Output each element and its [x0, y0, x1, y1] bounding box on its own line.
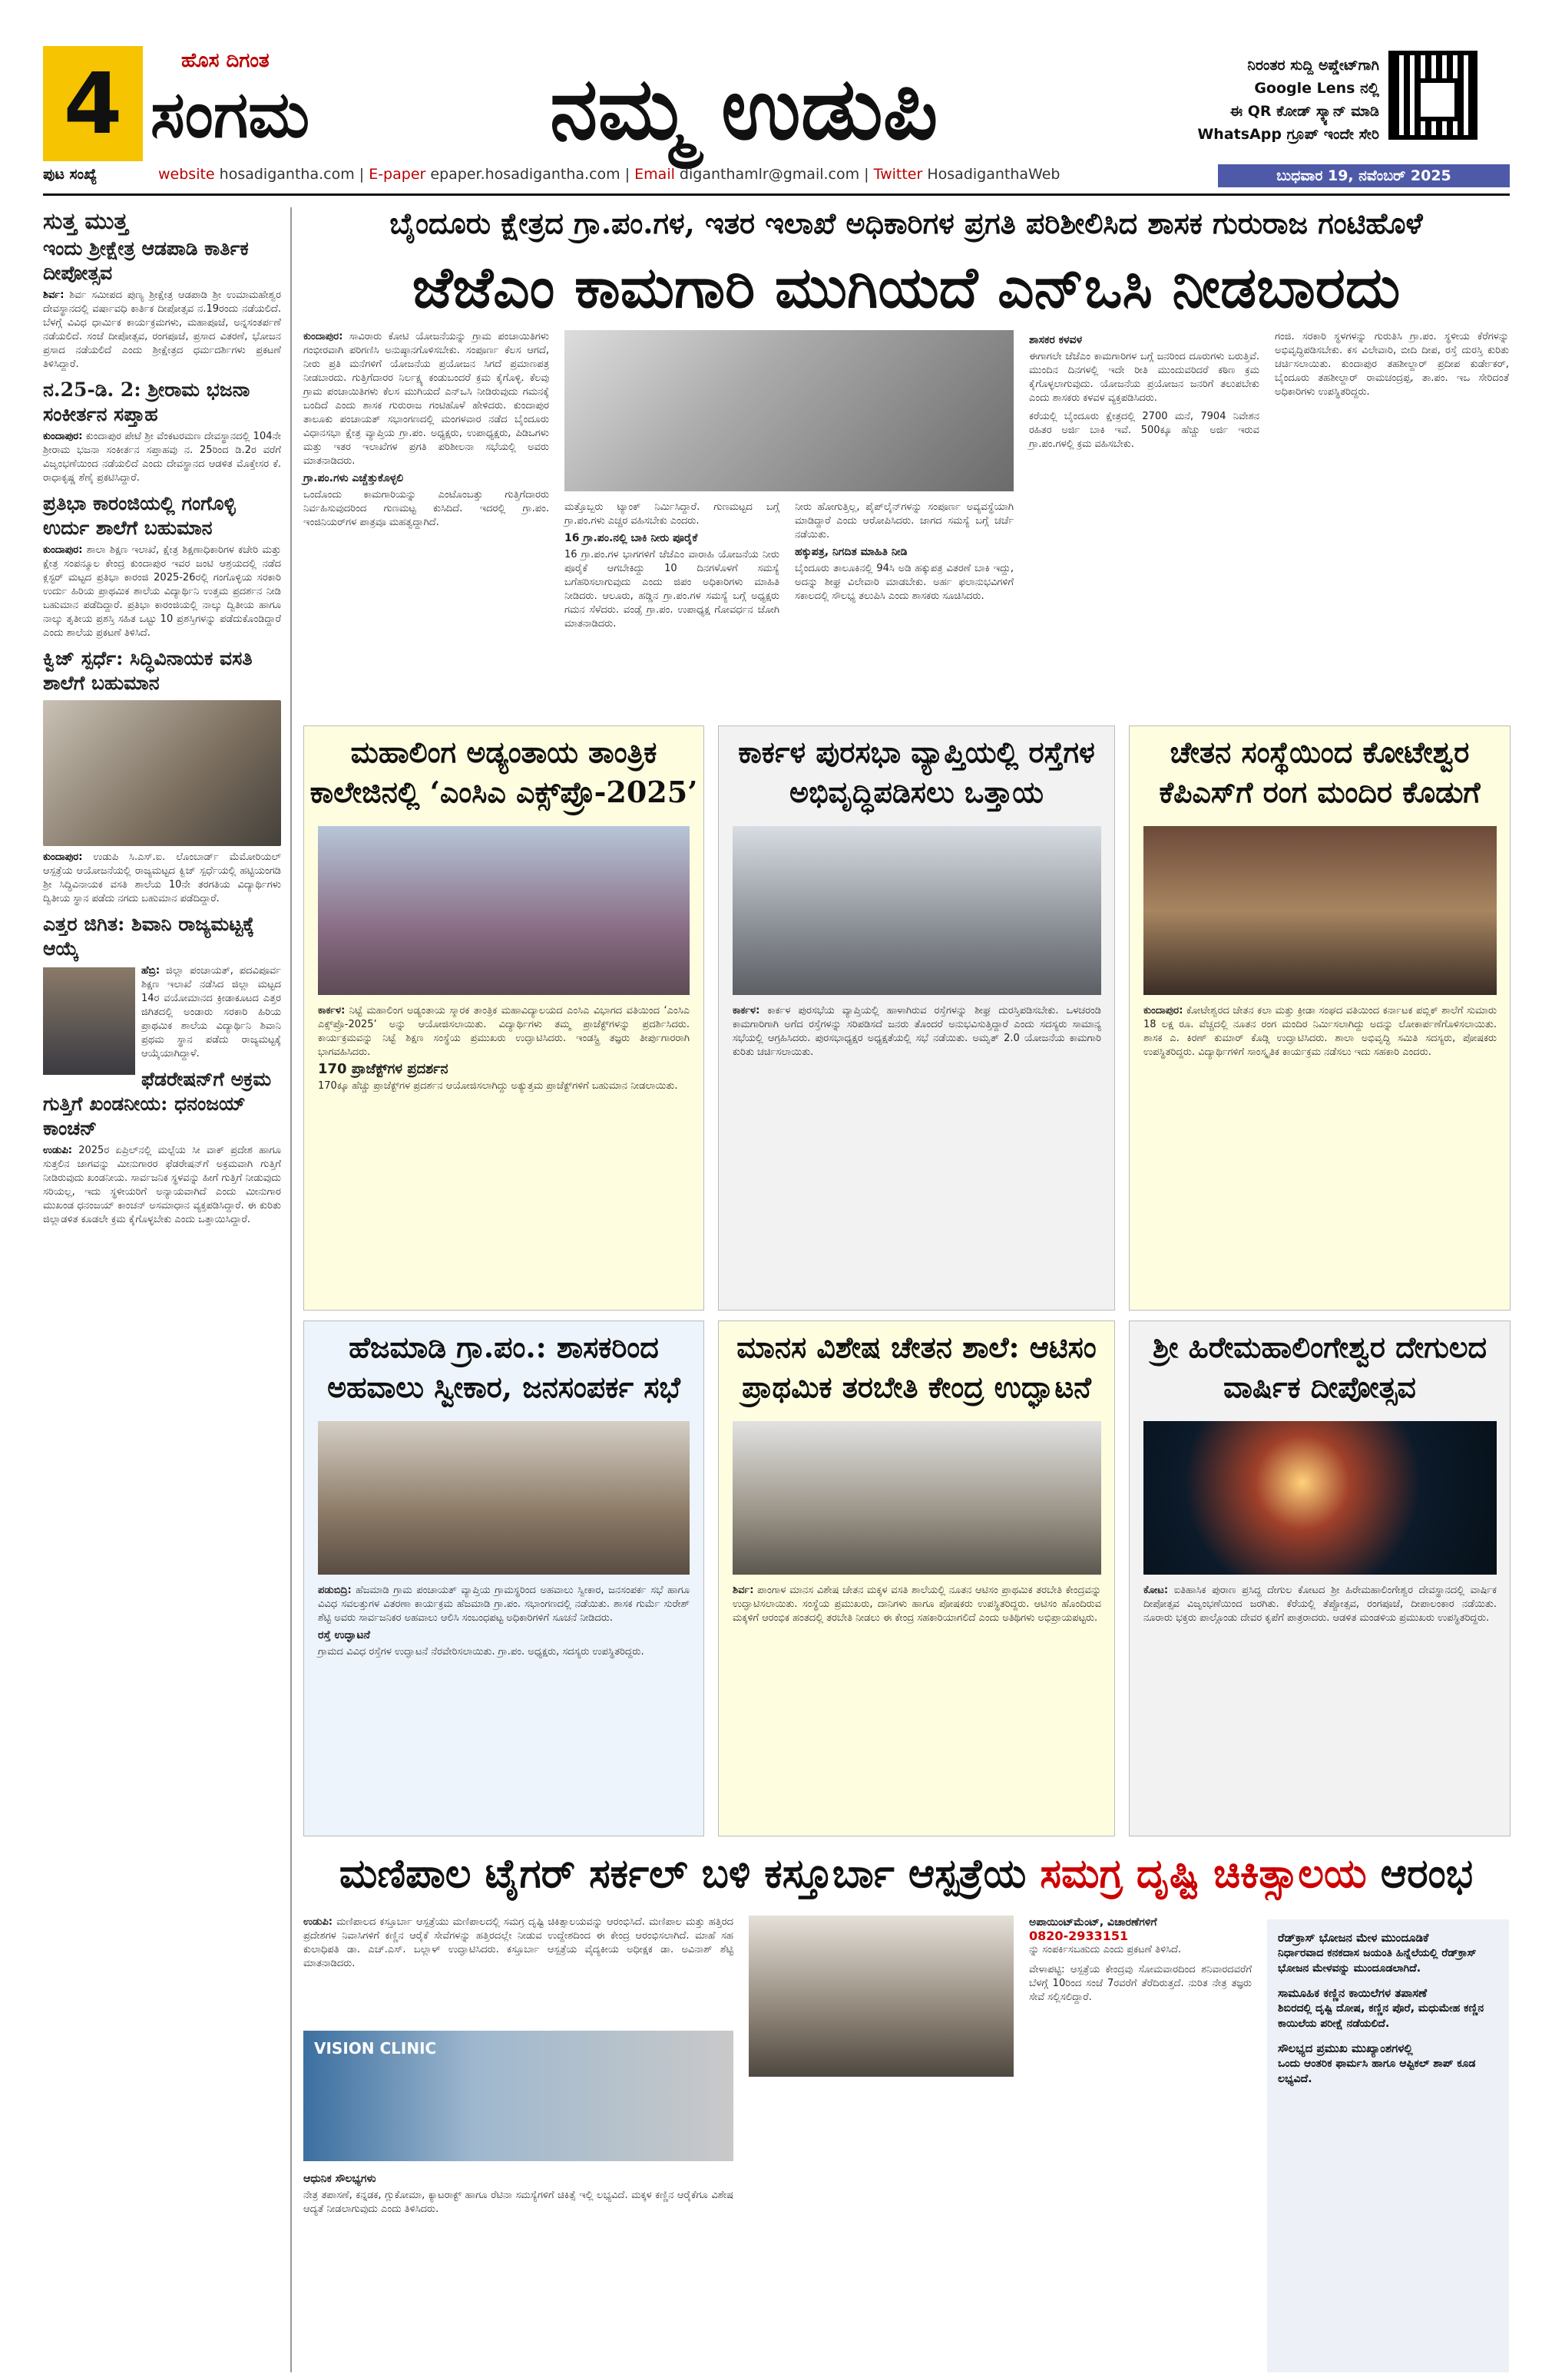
qr-promo	[1133, 54, 1379, 146]
edition-title: ನಮ್ಮ ಉಡುಪಿ	[550, 58, 938, 159]
lead-col-2	[564, 501, 779, 631]
athlete-photo	[43, 967, 135, 1075]
appointment-title: ಅಪಾಯಿಂಟ್‌ಮೆಂಟ್, ವಿಚಾರಣೆಗಳಿಗೆ	[1029, 1916, 1157, 1929]
lead-col-1	[303, 330, 549, 530]
story-body	[1143, 1004, 1497, 1059]
subhead: ರಸ್ತೆ ಉದ್ಘಾಟನೆ	[318, 1629, 370, 1641]
bottom-col-1	[303, 1916, 733, 1971]
left-column-header: ಸುತ್ತ ಮುತ್ತ	[43, 208, 128, 235]
quiz-photo	[43, 700, 281, 846]
lead-text: ಈಗಾಗಲೇ ಜೆಜೆಎಂ ಕಾಮಗಾರಿಗಳ ಬಗ್ಗೆ ಜನರಿಂದ ದೂರುಗಳು ಬರುತ್ತಿವೆ. ಮುಂದಿನ ದಿನಗಳಲ್ಲಿ ಇದೇ ರೀತಿ ಮುಂದುವರಿದರೆ ಕಠಿಣ ಕ್ರಮ ಕೈಗೊಳ್ಳಲಾಗುವುದು. ಯೋಜನೆಯ ಪ್ರಯೋಜನ ಜನರಿಗೆ ತಲುಪಬೇಕು ಎಂದು ಶಾಸಕರು ಕಳವಳ ವ್ಯಕ್ತಪಡಿಸಿದರು.	[1029, 351, 1259, 404]
story-body	[1143, 1584, 1497, 1625]
website-link[interactable]: hosadigantha.com	[219, 166, 355, 183]
story-headline[interactable]: ಮಹಾಲಿಂಗ ಅಡ್ಯಂತಾಯ ತಾಂತ್ರಿಕ ಕಾಲೇಜಿನಲ್ಲಿ ‘ಎಂಸಿಎ ಎಕ್ಸ್‌ಪ್ರೊ-2025’	[309, 735, 698, 809]
story-text: ಐತಿಹಾಸಿಕ ಪುರಾಣ ಪ್ರಸಿದ್ಧ ದೇಗುಲ ಕೋಟದ ಶ್ರೀ ಹಿರೇಮಹಾಲಿಂಗೇಶ್ವರ ದೇವಸ್ಥಾನದಲ್ಲಿ ವಾರ್ಷಿಕ ದೀಪೋತ್ಸವ ವಿಜೃಂಭಣೆಯಿಂದ ಜರಗಿತು. ಕೆರೆಯಲ್ಲಿ ತೆಪ್ಪೋತ್ಸವ, ರಂಗಪೂಜೆ, ದೀಪಾಲಂಕಾರ ನಡೆಯಿತು. ನೂರಾರು ಭಕ್ತರು ಪಾಲ್ಗೊಂಡು ದೇವರ ಕೃಪೆಗೆ ಪಾತ್ರರಾದರು. ಆಡಳಿತ ಮಂಡಳಿಯ ಪ್ರಮುಖರು ಉಪಸ್ಥಿತರಿದ್ದರು.	[1143, 1585, 1497, 1624]
headline-part: ಆರಂಭ	[1366, 1850, 1474, 1897]
appointment-box	[1029, 1916, 1252, 2005]
story-deepotsava	[1129, 1321, 1511, 1836]
story-text: ಹೆಜಮಾಡಿ ಗ್ರಾಮ ಪಂಚಾಯತ್ ವ್ಯಾಪ್ತಿಯ ಗ್ರಾಮಸ್ಥರಿಂದ ಅಹವಾಲು ಸ್ವೀಕಾರ, ಜನಸಂಪರ್ಕ ಸಭೆ ಹಾಗೂ ವಿವಿಧ ಸವಲತ್ತುಗಳ ವಿತರಣಾ ಕಾರ್ಯಕ್ರಮ ಹೆಜಮಾಡಿ ಗ್ರಾ.ಪಂ. ಸಭಾಂಗಣದಲ್ಲಿ ನಡೆಯಿತು. ಶಾಸಕ ಗುರ್ಮೆ ಸುರೇಶ್ ಶೆಟ್ಟಿ ಅವರು ಸಾರ್ವಜನಿಕರ ಅಹವಾಲು ಆಲಿಸಿ ಸಂಬಂಧಪಟ್ಟ ಅಧಿಕಾರಿಗಳಿಗೆ ಸೂಚನೆ ನೀಡಿದರು.	[318, 1585, 690, 1624]
story-headline[interactable]: ಕಾರ್ಕಳ ಪುರಸಭಾ ವ್ಯಾಪ್ತಿಯಲ್ಲಿ ರಸ್ತೆಗಳ ಅಭಿವೃದ್ಧಿಪಡಿಸಲು ಒತ್ತಾಯ	[738, 735, 1095, 809]
lead-text: ಗಂಜಿ. ಸರಕಾರಿ ಸ್ಥಳಗಳನ್ನು ಗುರುತಿಸಿ ಗ್ರಾ.ಪಂ. ಸ್ಥಳೀಯ ಕೆರೆಗಳನ್ನು ಅಭಿವೃದ್ಧಿಪಡಿಸಬೇಕು. ಕಸ ವಿಲೇವಾರಿ, ಬೀದಿ ದೀಪ, ರಸ್ತೆ ದುರಸ್ತಿ ಕುರಿತು ಚರ್ಚಿಸಲಾಯಿತು. ಕುಂದಾಪುರ ತಹಶೀಲ್ದಾರ್ ಪ್ರದೀಪ ಕುರ್ಡೇಕರ್, ಬೈಂದೂರು ತಹಶೀಲ್ದಾರ್ ರಾಮಚಂದ್ರಪ್ಪ, ತಾ.ಪಂ. ಇಒ ಸೇರಿದಂತೆ ಅಧಿಕಾರಿಗಳು ಉಪಸ್ಥಿತರಿದ್ದರು.	[1275, 331, 1509, 398]
epaper-label: E-paper	[369, 166, 426, 183]
dateline: ಕುಂದಾಪುರ:	[303, 331, 343, 342]
story-body	[733, 1584, 1101, 1625]
story-stage-donation	[1129, 726, 1511, 1311]
story-text: ವೇಳಾಪಟ್ಟಿ: ಆಸ್ಪತ್ರೆಯ ಕೇಂದ್ರವು ಸೋಮವಾರದಿಂದ ಶನಿವಾರದವರೆಗೆ ಬೆಳಗ್ಗೆ 10ರಿಂದ ಸಂಜೆ 7ರವರೆಗೆ ತೆರೆದಿರುತ್ತದೆ. ನುರಿತ ನೇತ್ರ ತಜ್ಞರು ಸೇವೆ ಸಲ್ಲಿಸಲಿದ್ದಾರೆ.	[1029, 1964, 1252, 2003]
brief-box-title: ಸಾಮೂಹಿಕ ಕಣ್ಣಿನ ಕಾಯಿಲೆಗಳ ತಪಾಸಣೆ	[1278, 1986, 1428, 2000]
brief-item	[43, 646, 281, 906]
section-name: ಸಂಗಮ	[151, 76, 310, 152]
brief-title: ಇಂದು ಶ್ರೀಕ್ಷೇತ್ರ ಆಡಪಾಡಿ ಕಾರ್ತಿಕ ದೀಪೋತ್ಸವ	[43, 237, 249, 284]
dateline: ಶಿರ್ವ:	[733, 1585, 754, 1596]
brief-box-text: ಒಂದು ಆಂತರಿಕ ಫಾರ್ಮಸಿ ಹಾಗೂ ಆಪ್ಟಿಕಲ್ ಶಾಪ್ ಕೂಡ ಲಭ್ಯವಿದೆ.	[1278, 2058, 1476, 2085]
mca-expo-photo	[318, 826, 690, 995]
story-mca-expo	[303, 726, 704, 1311]
story-body	[318, 1584, 690, 1659]
story-text: ಕೋಟೇಶ್ವರದ ಚೇತನ ಕಲಾ ಮತ್ತು ಕ್ರೀಡಾ ಸಂಘದ ವತಿಯಿಂದ ಕರ್ನಾಟಕ ಪಬ್ಲಿಕ್ ಶಾಲೆಗೆ ಸುಮಾರು 18 ಲಕ್ಷ ರೂ. ವೆಚ್ಚದಲ್ಲಿ ನೂತನ ರಂಗ ಮಂದಿರ ನಿರ್ಮಿಸಲಾಗಿದ್ದು ಅದನ್ನು ಲೋಕಾರ್ಪಣೆಗೊಳಿಸಲಾಯಿತು. ಶಾಸಕ ಎ. ಕಿರಣ್ ಕುಮಾರ್ ಕೊಡ್ಗಿ ಉದ್ಘಾಟಿಸಿದರು. ಶಾಲಾ ಅಭಿವೃದ್ಧಿ ಸಮಿತಿ ಸದಸ್ಯರು, ಪೋಷಕರು ಉಪಸ್ಥಿತರಿದ್ದರು. ವಿದ್ಯಾರ್ಥಿಗಳಿಗೆ ಸಾಂಸ್ಕೃತಿಕ ಕಾರ್ಯಕ್ರಮ ನಡೆಸಲು ಇದು ಸಹಕಾರಿ ಎಂದರು.	[1143, 1005, 1497, 1058]
inauguration-photo	[749, 1916, 1014, 2077]
story-body	[733, 1004, 1101, 1059]
dateline: ಶಿರ್ವ:	[43, 289, 65, 301]
column-separator	[290, 207, 292, 2372]
lead-story	[303, 330, 1509, 718]
appointment-note: ನ್ನು ಸಂಪರ್ಕಿಸಬಹುದು ಎಂದು ಪ್ರಕಟಣೆ ತಿಳಿಸಿದೆ.	[1029, 1944, 1182, 1955]
brief-item	[43, 491, 281, 640]
deepotsava-photo	[1143, 1421, 1497, 1575]
story-text: ನಿಟ್ಟೆ ಮಹಾಲಿಂಗ ಅಡ್ಯಂತಾಯ ಸ್ಮಾರಕ ತಾಂತ್ರಿಕ ಮಹಾವಿದ್ಯಾಲಯದ ಎಂಸಿಎ ವಿಭಾಗದ ವತಿಯಿಂದ ‘ಎಂಸಿಎ ಎಕ್ಸ್‌ಪ್ರೊ-2025’ ಅನ್ನು ಆಯೋಜಿಸಲಾಯಿತು. ವಿದ್ಯಾರ್ಥಿಗಳು ತಮ್ಮ ಪ್ರಾಜೆಕ್ಟ್‌ಗಳನ್ನು ಪ್ರದರ್ಶಿಸಿದರು. ಕಾರ್ಯಕ್ರಮವನ್ನು ನಿಟ್ಟೆ ಶಿಕ್ಷಣ ಸಂಸ್ಥೆಯ ಪ್ರಮುಖರು ಉದ್ಘಾಟಿಸಿದರು. ಇಂಡಸ್ಟ್ರಿ ತಜ್ಞರು ತೀರ್ಪುಗಾರರಾಗಿ ಭಾಗವಹಿಸಿದರು.	[318, 1005, 690, 1058]
qr-promo-line: WhatsApp ಗ್ರೂಪ್ ಇಂದೇ ಸೇರಿ	[1197, 126, 1379, 143]
twitter-label: Twitter	[873, 166, 923, 183]
masthead	[43, 46, 1510, 161]
stage-photo	[1143, 826, 1497, 995]
brief-item	[43, 236, 281, 372]
story-text: 170ಕ್ಕೂ ಹೆಚ್ಚು ಪ್ರಾಜೆಕ್ಟ್‌ಗಳ ಪ್ರದರ್ಶನ ಆಯೋಜಿಸಲಾಗಿದ್ದು ಅತ್ಯುತ್ತಮ ಪ್ರಾಜೆಕ್ಟ್‌ಗಳಿಗೆ ಬಹುಮಾನ ನೀಡಲಾಯಿತು.	[318, 1080, 678, 1092]
issue-date: ಬುಧವಾರ 19, ನವೆಂಬರ್ 2025	[1218, 164, 1510, 187]
brief-box	[1278, 2041, 1498, 2087]
paper-logo[interactable]	[151, 46, 342, 161]
brief-title: ಎತ್ತರ ಜಿಗಿತ: ಶಿವಾನಿ ರಾಜ್ಯಮಟ್ಟಕ್ಕೆ ಆಯ್ಕೆ	[43, 913, 255, 960]
page-label: ಪುಟ ಸಂಖ್ಯೆ	[43, 166, 98, 183]
lead-text: ಬೈಂದೂರು ತಾಲೂಕಿನಲ್ಲಿ 94ಸಿ ಅಡಿ ಹಕ್ಕುಪತ್ರ ವಿತರಣೆ ಬಾಕಿ ಇದ್ದು, ಅದನ್ನು ಶೀಘ್ರ ವಿಲೇವಾರಿ ಮಾಡಬೇಕು. ಅರ್ಹ ಫಲಾನುಭವಿಗಳಿಗೆ ಸಕಾಲದಲ್ಲಿ ಸೌಲಭ್ಯ ತಲುಪಿಸಿ ಎಂದು ಶಾಸಕರು ಸೂಚಿಸಿದರು.	[795, 563, 1014, 602]
qr-code-icon[interactable]	[1388, 51, 1477, 140]
left-column	[43, 208, 281, 2372]
story-headline[interactable]: ಚೇತನ ಸಂಸ್ಥೆಯಿಂದ ಕೋಟೇಶ್ವರ ಕೆಪಿಎಸ್‌ಗೆ ರಂಗ ಮಂದಿರ ಕೊಡುಗೆ	[1159, 735, 1481, 809]
dateline: ಪಡುಬಿದ್ರಿ:	[318, 1585, 352, 1596]
council-photo	[733, 826, 1101, 995]
story-body	[318, 1004, 690, 1093]
story-hejamadi	[303, 1321, 704, 1836]
meeting-photo	[564, 330, 1014, 491]
brief-item	[43, 912, 281, 1061]
dateline: ಕುಂದಾಪುರ:	[1143, 1005, 1183, 1016]
brief-item	[43, 378, 281, 485]
brief-body: ಕುಂದಾಪುರ ಪೇಟೆ ಶ್ರೀ ವೆಂಕಟರಮಣ ದೇವಸ್ಥಾನದಲ್ಲಿ 104ನೇ ಶ್ರೀರಾಮ ಭಜನಾ ಸಂಕೀರ್ತನ ಸಪ್ತಾಹವು ನ. 25ರಿಂದ ಡಿ.2ರ ವರೆಗೆ ವಿಜೃಂಭಣೆಯಿಂದ ನಡೆಯಲಿದೆ ಎಂದು ದೇವಸ್ಥಾನದ ಆಡಳಿತ ಮೊಕ್ತೇಸರ ಕೆ. ರಾಧಾಕೃಷ್ಣ ಶೆಣೈ ಪ್ರಕಟಿಸಿದ್ದಾರೆ.	[43, 431, 281, 484]
lead-col-3	[795, 501, 1014, 603]
qr-center	[1416, 78, 1459, 121]
brand-name: ಹೊಸ ದಿಗಂತ	[181, 49, 270, 72]
brief-item	[43, 1067, 281, 1227]
subhead: ಗ್ರಾ.ಪಂ.ಗಳು ಎಚ್ಚೆತ್ತುಕೊಳ್ಳಲಿ	[303, 472, 404, 484]
brief-text	[43, 1144, 281, 1227]
dateline: ಉಡುಪಿ:	[303, 1916, 333, 1928]
lead-text: ಸಾವಿರಾರು ಕೋಟಿ ಯೋಜನೆಯನ್ನು ಗ್ರಾಮ ಪಂಚಾಯಿತಿಗಳು ಗಂಭೀರವಾಗಿ ಪರಿಗಣಿಸಿ ಅನುಷ್ಠಾನಗೊಳಿಸಬೇಕು. ಸಂಪೂರ್ಣ ಕೆಲಸ ಆಗದೆ, ನೀರು ಪ್ರತಿ ಮನೆಗಳಿಗೆ ಯೋಜನೆಯ ಪ್ರಯೋಜನ ಸಿಗದೆ ಪ್ರಮಾಣಪತ್ರ ನೀಡಬಾರದು. ಗುತ್ತಿಗೆದಾರರ ನಿರ್ಲಕ್ಷ್ಯ ಕಂಡುಬಂದರೆ ಕ್ರಮ ಕೈಗೊಳ್ಳಿ. ಕೆಲವು ಗ್ರಾಮ ಪಂಚಾಯಿತಿಗಳು ಕೆಲಸ ಮುಗಿಯದೆ ಎನ್‌ಒಸಿ ನೀಡಿರುವುದು ಗಮನಕ್ಕೆ ಬಂದಿದೆ ಎಂದು ಶಾಸಕ ಗುರುರಾಜ ಗಂಟಿಹೊಳೆ ಹೇಳಿದರು. ಕುಂದಾಪುರ ತಾಲೂಕು ಪಂಚಾಯತ್ ಸಭಾಂಗಣದಲ್ಲಿ ಮಂಗಳವಾರ ನಡೆದ ಬೈಂದೂರು ವಿಧಾನಸಭಾ ಕ್ಷೇತ್ರ ವ್ಯಾಪ್ತಿಯ ಗ್ರಾ.ಪಂ. ಅಧ್ಯಕ್ಷರು, ಉಪಾಧ್ಯಕ್ಷರು, ಪಿಡಿಒಗಳು ಮತ್ತು ಇತರ ಇಲಾಖೆಗಳ ಪ್ರಗತಿ ಪರಿಶೀಲನಾ ಸಭೆಯಲ್ಲಿ ಅವರು ಮಾತನಾಡಿದರು.	[303, 331, 549, 467]
lead-text: ಕರೆಯಲ್ಲಿ ಬೈಂದೂರು ಕ್ಷೇತ್ರದಲ್ಲಿ 2700 ಮನೆ, 7904 ನಿವೇಶನ ರಹಿತರ ಅರ್ಜಿ ಬಾಕಿ ಇವೆ. 500ಕ್ಕೂ ಹೆಚ್ಚು ಅರ್ಜಿ ಇರುವ ಗ್ರಾ.ಪಂ.ಗಳಲ್ಲಿ ಕ್ರಮ ವಹಿಸಬೇಕು.	[1029, 411, 1259, 450]
dateline: ಹೆಬ್ರಿ:	[141, 965, 160, 977]
dateline: ಕಾರ್ಕಳ:	[318, 1005, 346, 1016]
dateline: ಕಾರ್ಕಳ:	[733, 1005, 760, 1016]
lead-text: 16 ಗ್ರಾ.ಪಂ.ಗಳ ಭಾಗಗಳಿಗೆ ಜೆಜೆಎಂ ವಾರಾಹಿ ಯೋಜನೆಯ ನೀರು ಪೂರೈಕೆ ಆಗಬೇಕಿದ್ದು 10 ದಿನಗಳೊಳಗೆ ಸಮಸ್ಯೆ ಬಗೆಹರಿಸಲಾಗುವುದು ಎಂದು ಜಿಪಂ ಅಧಿಕಾರಿಗಳು ಮಾಹಿತಿ ನೀಡಿದರು. ಆಲೂರು, ಹಡ್ಡಿನ ಗ್ರಾ.ಪಂ.ಗಳ ಸಮಸ್ಯೆ ಬಗ್ಗೆ ಅಧ್ಯಕ್ಷರು ಗಮನ ಸೆಳೆದರು. ವಂಡ್ಸೆ ಗ್ರಾ.ಪಂ. ಉಪಾಧ್ಯಕ್ಷ ಗೋವರ್ಧನ ಜೋಗಿ ಮಾತನಾಡಿದರು.	[564, 549, 779, 630]
appointment-phone[interactable]: 0820-2933151	[1029, 1929, 1129, 1943]
email-label: Email	[634, 166, 675, 183]
vision-clinic-photo	[303, 2031, 733, 2161]
bottom-col-1b	[303, 2169, 733, 2216]
briefs-panel	[1267, 1919, 1509, 2372]
dateline: ಕುಂದಾಪುರ:	[43, 431, 83, 442]
brief-body: ಉಡುಪಿ ಸಿ.ಎಸ್.ಐ. ಲೊಂಬಾರ್ಡ್ ಮೆಮೋರಿಯಲ್ ಆಸ್ಪತ್ರೆಯ ಆಯೋಜನೆಯಲ್ಲಿ ರಾಜ್ಯಮಟ್ಟದ ಕ್ವಿಜ್ ಸ್ಪರ್ಧೆಯಲ್ಲಿ ಹಟ್ಟಿಯಂಗಡಿ ಶ್ರೀ ಸಿದ್ಧಿವಿನಾಯಕ ವಸತಿ ಶಾಲೆಯ 10ನೇ ತರಗತಿಯ ವಿದ್ಯಾರ್ಥಿಗಳು ದ್ವಿತೀಯ ಸ್ಥಾನ ಪಡೆದು ನಗದು ಬಹುಮಾನ ಪಡೆದಿದ್ದಾರೆ.	[43, 851, 281, 904]
hejamadi-photo	[318, 1421, 690, 1575]
bottom-headline[interactable]	[303, 1850, 1509, 1898]
story-headline[interactable]: ಮಾನಸ ವಿಶೇಷ ಚೇತನ ಶಾಲೆ: ಆಟಿಸಂ ಪ್ರಾಥಮಿಕ ತರಬೇತಿ ಕೇಂದ್ರ ಉದ್ಘಾಟನೆ	[736, 1330, 1097, 1404]
lead-col-4	[1029, 330, 1259, 451]
brief-box-title: ರೆಡ್‌ಕ್ರಾಸ್ ಭೋಜನ ಮೇಳ ಮುಂದೂಡಿಕೆ	[1278, 1931, 1429, 1945]
brief-title: ಫೆಡರೇಷನ್‌ಗೆ ಅಕ್ರಮ ಗುತ್ತಿಗೆ ಖಂಡನೀಯ: ಧನಂಜಯ್ ಕಾಂಚನ್	[43, 1068, 272, 1139]
brief-text	[43, 289, 281, 372]
brief-box-title: ಸೌಲಭ್ಯದ ಪ್ರಮುಖ ಮುಖ್ಯಾಂಶಗಳಲ್ಲಿ	[1278, 2041, 1413, 2055]
headline-part: ಮಣಿಪಾಲ ಟೈಗರ್ ಸರ್ಕಲ್ ಬಳಿ ಕಸ್ತೂರ್ಬಾ ಆಸ್ಪತ್ರೆಯ	[339, 1850, 1041, 1897]
qr-promo-line: ಈ QR ಕೋಡ್ ಸ್ಕ್ಯಾನ್ ಮಾಡಿ	[1229, 103, 1379, 120]
brief-title: ಕ್ವಿಜ್ ಸ್ಪರ್ಧೆ: ಸಿದ್ಧಿವಿನಾಯಕ ವಸತಿ ಶಾಲೆಗೆ ಬಹುಮಾನ	[43, 647, 253, 694]
story-headline[interactable]: ಹೆಜಮಾಡಿ ಗ್ರಾ.ಪಂ.: ಶಾಸಕರಿಂದ ಅಹವಾಲು ಸ್ವೀಕಾರ, ಜನಸಂಪರ್ಕ ಸಭೆ	[327, 1330, 680, 1404]
story-text: ನೇತ್ರ ತಪಾಸಣೆ, ಕನ್ನಡಕ, ಗ್ಲುಕೋಮಾ, ಕ್ಯಾಟರಾಕ್ಟ್ ಹಾಗೂ ರೆಟಿನಾ ಸಮಸ್ಯೆಗಳಿಗೆ ಚಿಕಿತ್ಸೆ ಇಲ್ಲಿ ಲಭ್ಯವಿದೆ. ಮಕ್ಕಳ ಕಣ್ಣಿನ ಆರೈಕೆಗೂ ವಿಶೇಷ ಆದ್ಯತೆ ನೀಡಲಾಗುವುದು ಎಂದು ತಿಳಿಸಿದರು.	[303, 2190, 733, 2215]
story-text: ಮಣಿಪಾಲದ ಕಸ್ತೂರ್ಬಾ ಆಸ್ಪತ್ರೆಯು ಮಣಿಪಾಲದಲ್ಲಿ ಸಮಗ್ರ ದೃಷ್ಟಿ ಚಿಕಿತ್ಸಾಲಯವನ್ನು ಆರಂಭಿಸಿದೆ. ಮಣಿಪಾಲ ಮತ್ತು ಹತ್ತಿರದ ಪ್ರದೇಶಗಳ ನಿವಾಸಿಗಳಿಗೆ ಕಣ್ಣಿನ ಆರೈಕೆ ಸೇವೆಗಳನ್ನು ಹತ್ತಿರದಲ್ಲೇ ನೀಡುವ ಉದ್ದೇಶದಿಂದ ಈ ಕೇಂದ್ರ ಆರಂಭಿಸಲಾಗಿದೆ. ಮಾಹೆ ಸಹ ಕುಲಾಧಿಪತಿ ಡಾ. ಎಚ್.ಎಸ್. ಬಲ್ಲಾಳ್ ಉದ್ಘಾಟಿಸಿದರು. ಕಸ್ತೂರ್ಬಾ ಆಸ್ಪತ್ರೆಯ ವೈದ್ಯಕೀಯ ಅಧೀಕ್ಷಕ ಡಾ. ಅವಿನಾಶ್ ಶೆಟ್ಟಿ ಮಾತನಾಡಿದರು.	[303, 1916, 733, 1969]
email-link[interactable]: diganthamlr@gmail.com	[679, 166, 860, 183]
qr-promo-line: ನಿರಂತರ ಸುದ್ದಿ ಅಪ್ಡೇಟ್‌ಗಾಗಿ	[1247, 57, 1379, 74]
brief-text	[43, 430, 281, 485]
brief-title: ಪ್ರತಿಭಾ ಕಾರಂಜಿಯಲ್ಲಿ ಗಂಗೊಳ್ಳಿ ಉರ್ದು ಶಾಲೆಗೆ ಬಹುಮಾನ	[43, 492, 236, 539]
story-text: ಪಾಂಗಾಳ ಮಾನಸ ವಿಶೇಷ ಚೇತನ ಮಕ್ಕಳ ವಸತಿ ಶಾಲೆಯಲ್ಲಿ ನೂತನ ಆಟಿಸಂ ಪ್ರಾಥಮಿಕ ತರಬೇತಿ ಕೇಂದ್ರವನ್ನು ಉದ್ಘಾಟಿಸಲಾಯಿತು. ಸಂಸ್ಥೆಯ ಪ್ರಮುಖರು, ದಾನಿಗಳು ಹಾಗೂ ಪೋಷಕರು ಉಪಸ್ಥಿತರಿದ್ದರು. ಆಟಿಸಂ ಹೊಂದಿರುವ ಮಕ್ಕಳಿಗೆ ಆರಂಭಿಕ ಹಂತದಲ್ಲಿ ತರಬೇತಿ ನೀಡಲು ಈ ಕೇಂದ್ರ ಸಹಕಾರಿಯಾಗಲಿದೆ ಎಂದು ಅತಿಥಿಗಳು ಅಭಿಪ್ರಾಯಪಟ್ಟರು.	[733, 1585, 1101, 1624]
photo-caption: VISION CLINIC	[314, 2039, 437, 2058]
website-label: website	[158, 166, 215, 183]
dateline: ಕೋಟ:	[1143, 1585, 1169, 1596]
brief-text	[43, 544, 281, 640]
bottom-story	[303, 1916, 1252, 2368]
info-bar	[43, 164, 1510, 187]
lead-headline[interactable]: ಜೆಜೆಎಂ ಕಾಮಗಾರಿ ಮುಗಿಯದೆ ಎನ್‌ಒಸಿ ನೀಡಬಾರದು	[412, 255, 1401, 321]
dateline: ಕುಂದಾಪುರ:	[43, 851, 83, 863]
brief-body: ಶಿರ್ವ ಸಮೀಪದ ಪುಣ್ಯ ಶ್ರೀಕ್ಷೇತ್ರ ಆಡಪಾಡಿ ಶ್ರೀ ಉಮಾಮಹೇಶ್ವರ ದೇವಸ್ಥಾನದಲ್ಲಿ ವರ್ಷಾವಧಿ ಕಾರ್ತಿಕ ದೀಪೋತ್ಸವ ನ.19ರಂದು ನಡೆಯಲಿದೆ. ಬೆಳಗ್ಗೆ ವಿವಿಧ ಧಾರ್ಮಿಕ ಕಾರ್ಯಕ್ರಮಗಳು, ಮಹಾಪೂಜೆ, ಅನ್ನಸಂತರ್ಪಣೆ ನಡೆಯಲಿದೆ. ಸಂಜೆ ದೀಪೋತ್ಸವ, ರಂಗಪೂಜೆ, ಪ್ರಸಾದ ವಿತರಣೆ, ಭೋಜನ ಪ್ರಸಾದ ನಡೆಯಲಿದೆ ಎಂದು ಶ್ರೀಕ್ಷೇತ್ರದ ಧರ್ಮದರ್ಶಿಗಳು ಪ್ರಕಟಣೆ ತಿಳಿಸಿದ್ದಾರೆ.	[43, 289, 281, 370]
brief-body: 2025ರ ಏಪ್ರಿಲ್‌ನಲ್ಲಿ ಮಲ್ಪೆಯ ಸೀ ವಾಕ್ ಪ್ರದೇಶ ಹಾಗೂ ಸುತ್ತಲಿನ ಜಾಗವನ್ನು ಮೀನುಗಾರರ ಫೆಡರೇಷನ್‌ಗೆ ಅಕ್ರಮವಾಗಿ ಗುತ್ತಿಗೆ ನೀಡಿರುವುದು ಖಂಡನೀಯ. ಸಾರ್ವಜನಿಕ ಸ್ಥಳವನ್ನು ಹೀಗೆ ಗುತ್ತಿಗೆ ನೀಡುವುದು ಸರಿಯಲ್ಲ, ಇದು ಸ್ಥಳೀಯರಿಗೆ ಅನ್ಯಾಯವಾಗಿದೆ ಎಂದು ಮೀನುಗಾರ ಮುಖಂಡ ಧನಂಜಯ್ ಕಾಂಚನ್ ಅಸಮಾಧಾನ ವ್ಯಕ್ತಪಡಿಸಿದ್ದಾರೆ. ಈ ಕುರಿತು ಜಿಲ್ಲಾಡಳಿತ ಕೂಡಲೇ ಕ್ರಮ ಕೈಗೊಳ್ಳಬೇಕು ಎಂದು ಒತ್ತಾಯಿಸಿದ್ದಾರೆ.	[43, 1145, 281, 1225]
autism-centre-photo	[733, 1421, 1101, 1575]
qr-promo-line: Google Lens ನಲ್ಲಿ	[1254, 80, 1379, 97]
subhead: 170 ಪ್ರಾಜೆಕ್ಟ್‌ಗಳ ಪ್ರದರ್ಶನ	[318, 1061, 448, 1077]
lead-text: ಮತ್ತೊಬ್ಬರು ಟ್ಯಾಂಕ್ ನಿರ್ಮಿಸಿದ್ದಾರೆ. ಗುಣಮಟ್ಟದ ಬಗ್ಗೆ ಗ್ರಾ.ಪಂ.ಗಳು ಎಚ್ಚರ ವಹಿಸಬೇಕು ಎಂದರು.	[564, 501, 779, 527]
story-text: ಗ್ರಾಮದ ವಿವಿಧ ರಸ್ತೆಗಳ ಉದ್ಘಾಟನೆ ನೆರವೇರಿಸಲಾಯಿತು. ಗ್ರಾ.ಪಂ. ಅಧ್ಯಕ್ಷರು, ಸದಸ್ಯರು ಉಪಸ್ಥಿತರಿದ್ದರು.	[318, 1646, 644, 1658]
lead-col-5	[1275, 330, 1509, 399]
brief-box-text: ಶಿಬಿರದಲ್ಲಿ ದೃಷ್ಟಿ ದೋಷ, ಕಣ್ಣಿನ ಪೊರೆ, ಮಧುಮೇಹ ಕಣ್ಣಿನ ಕಾಯಿಲೆಯ ಪರೀಕ್ಷೆ ನಡೆಯಲಿದೆ.	[1278, 2002, 1484, 2030]
dateline: ಉಡುಪಿ:	[43, 1145, 72, 1156]
twitter-link[interactable]: HosadiganthaWeb	[927, 166, 1061, 183]
story-karkala-roads	[718, 726, 1115, 1311]
headline-highlight: ಸಮಗ್ರ ದೃಷ್ಟಿ ಚಿಕಿತ್ಸಾಲಯ	[1040, 1850, 1367, 1897]
subhead: ಆಧುನಿಕ ಸೌಲಭ್ಯಗಳು	[303, 2173, 376, 2185]
header-rule	[43, 193, 1510, 196]
page-number: 4	[43, 46, 143, 161]
lead-kicker: ಬೈಂದೂರು ಕ್ಷೇತ್ರದ ಗ್ರಾ.ಪಂ.ಗಳ, ಇತರ ಇಲಾಖೆ ಅಧಿಕಾರಿಗಳ ಪ್ರಗತಿ ಪರಿಶೀಲಿಸಿದ ಶಾಸಕ ಗುರುರಾಜ ಗಂಟಿಹೊಳೆ	[389, 206, 1423, 240]
brief-box	[1278, 1930, 1498, 1976]
brief-text	[43, 964, 281, 1061]
dateline: ಕುಂದಾಪುರ:	[43, 544, 83, 556]
brief-text	[43, 851, 281, 906]
story-text: ಕಾರ್ಕಳ ಪುರಸಭೆಯ ವ್ಯಾಪ್ತಿಯಲ್ಲಿ ಹಾಳಾಗಿರುವ ರಸ್ತೆಗಳನ್ನು ಶೀಘ್ರ ದುರಸ್ತಿಪಡಿಸಬೇಕು. ಒಳಚರಂಡಿ ಕಾಮಗಾರಿಗಾಗಿ ಅಗೆದ ರಸ್ತೆಗಳನ್ನು ಸರಿಪಡಿಸದೆ ಜನರು ತೊಂದರೆ ಅನುಭವಿಸುತ್ತಿದ್ದಾರೆ ಎಂದು ಸದಸ್ಯರು ಸಾಮಾನ್ಯ ಸಭೆಯಲ್ಲಿ ಆಗ್ರಹಿಸಿದರು. ಪುರಸಭಾಧ್ಯಕ್ಷರ ಅಧ್ಯಕ್ಷತೆಯಲ್ಲಿ ಸಭೆ ನಡೆಯಿತು. ಅಮೃತ್ 2.0 ಯೋಜನೆಯ ಕಾಮಗಾರಿ ಕುರಿತು ಚರ್ಚಿಸಲಾಯಿತು.	[733, 1005, 1101, 1058]
brief-body: ಶಾಲಾ ಶಿಕ್ಷಣ ಇಲಾಖೆ, ಕ್ಷೇತ್ರ ಶಿಕ್ಷಣಾಧಿಕಾರಿಗಳ ಕಚೇರಿ ಮತ್ತು ಕ್ಷೇತ್ರ ಸಂಪನ್ಮೂಲ ಕೇಂದ್ರ ಕುಂದಾಪುರ ಇವರ ಜಂಟಿ ಆಶ್ರಯದಲ್ಲಿ ನಡೆದ ಕ್ಲಸ್ಟರ್ ಮಟ್ಟದ ಪ್ರತಿಭಾ ಕಾರಂಜಿ 2025-26ರಲ್ಲಿ ಗಂಗೊಳ್ಳಿಯ ಸರಕಾರಿ ಉರ್ದು ಹಿರಿಯ ಪ್ರಾಥಮಿಕ ಶಾಲೆಯ ವಿದ್ಯಾರ್ಥಿನಿ ಉತ್ತಮ ಪ್ರದರ್ಶನ ನೀಡಿ ಬಹುಮಾನ ಪಡೆದಿದ್ದಾರೆ. ಪ್ರತಿಭಾ ಕಾರಂಜಿಯಲ್ಲಿ ನಾಲ್ಕು ದ್ವಿತೀಯ ಹಾಗೂ ನಾಲ್ಕು ತೃತೀಯ ಪ್ರಶಸ್ತಿ ಸಹಿತ ಒಟ್ಟು 10 ಪ್ರಶಸ್ತಿಗಳನ್ನು ಪಡೆದುಕೊಂಡಿದ್ದಾರೆ ಎಂದು ಶಾಲೆಯ ಪ್ರಕಟಣೆ ತಿಳಿಸಿದೆ.	[43, 544, 281, 639]
contact-links: website hosadigantha.com | E-paper epaper.hosadigantha.com | Email diganthamlr@gmail.com | Twitter HosadiganthaWeb	[158, 166, 1061, 183]
subhead: 16 ಗ್ರಾ.ಪಂ.ನಲ್ಲಿ ಬಾಕಿ ನೀರು ಪೂರೈಕೆ	[564, 532, 698, 544]
epaper-link[interactable]: epaper.hosadigantha.com	[430, 166, 620, 183]
subhead: ಹಕ್ಕುಪತ್ರ, ನಿಗದಿತ ಮಾಹಿತಿ ನೀಡಿ	[795, 546, 908, 558]
brief-body: ಜಿಲ್ಲಾ ಪಂಚಾಯತ್, ಪದವಿಪೂರ್ವ ಶಿಕ್ಷಣ ಇಲಾಖೆ ನಡೆಸಿದ ಜಿಲ್ಲಾ ಮಟ್ಟದ 14ರ ವಯೋಮಾನದ ಕ್ರೀಡಾಕೂಟದ ಎತ್ತರ ಜಿಗಿತದಲ್ಲಿ ಅಂಡಾರು ಸರಕಾರಿ ಹಿರಿಯ ಪ್ರಾಥಮಿಕ ಶಾಲೆಯ ವಿದ್ಯಾರ್ಥಿನಿ ಶಿವಾನಿ ಪ್ರಥಮ ಸ್ಥಾನ ಪಡೆದು ರಾಜ್ಯಮಟ್ಟಕ್ಕೆ ಆಯ್ಕೆಯಾಗಿದ್ದಾಳೆ.	[141, 965, 281, 1059]
lead-text: ಒಂದೊಂದು ಕಾಮಗಾರಿಯನ್ನು ಎಂಟೊಂಬತ್ತು ಗುತ್ತಿಗೆದಾರರು ನಿರ್ವಹಿಸುವುದರಿಂದ ಗುಣಮಟ್ಟ ಕುಸಿದಿದೆ. ಇದರಲ್ಲಿ ಗ್ರಾ.ಪಂ. ಇಂಜಿನಿಯರ್‌ಗಳ ಪಾತ್ರವೂ ಮಹತ್ವದ್ದಾಗಿದೆ.	[303, 489, 549, 528]
brief-title: ನ.25-ಡಿ. 2: ಶ್ರೀರಾಮ ಭಜನಾ ಸಂಕೀರ್ತನ ಸಪ್ತಾಹ	[43, 378, 250, 425]
story-headline[interactable]: ಶ್ರೀ ಹಿರೇಮಹಾಲಿಂಗೇಶ್ವರ ದೇಗುಲದ ವಾರ್ಷಿಕ ದೀಪೋತ್ಸವ	[1152, 1330, 1487, 1404]
lead-text: ನೀರು ಹೋಗುತ್ತಿಲ್ಲ, ಪೈಪ್‌ಲೈನ್‌ಗಳನ್ನು ಸಂಪೂರ್ಣ ಅವ್ಯವಸ್ಥೆಯಾಗಿ ಮಾಡಿದ್ದಾರೆ ಎಂದು ಆರೋಪಿಸಿದರು. ಜಾಗದ ಸಮಸ್ಯೆ ಬಗ್ಗೆ ಚರ್ಚೆ ನಡೆಯಿತು.	[795, 501, 1014, 540]
story-autism-centre	[718, 1321, 1115, 1836]
brief-box-text: ನಿರ್ಧಾರವಾದ ಕನಕದಾಸ ಜಯಂತಿ ಹಿನ್ನೆಲೆಯಲ್ಲಿ ರೆಡ್‌ಕ್ರಾಸ್ ಭೋಜನ ಮೇಳವನ್ನು ಮುಂದೂಡಲಾಗಿದೆ.	[1278, 1947, 1477, 1975]
subhead: ಶಾಸಕರ ಕಳವಳ	[1029, 334, 1083, 346]
brief-box	[1278, 1985, 1498, 2031]
